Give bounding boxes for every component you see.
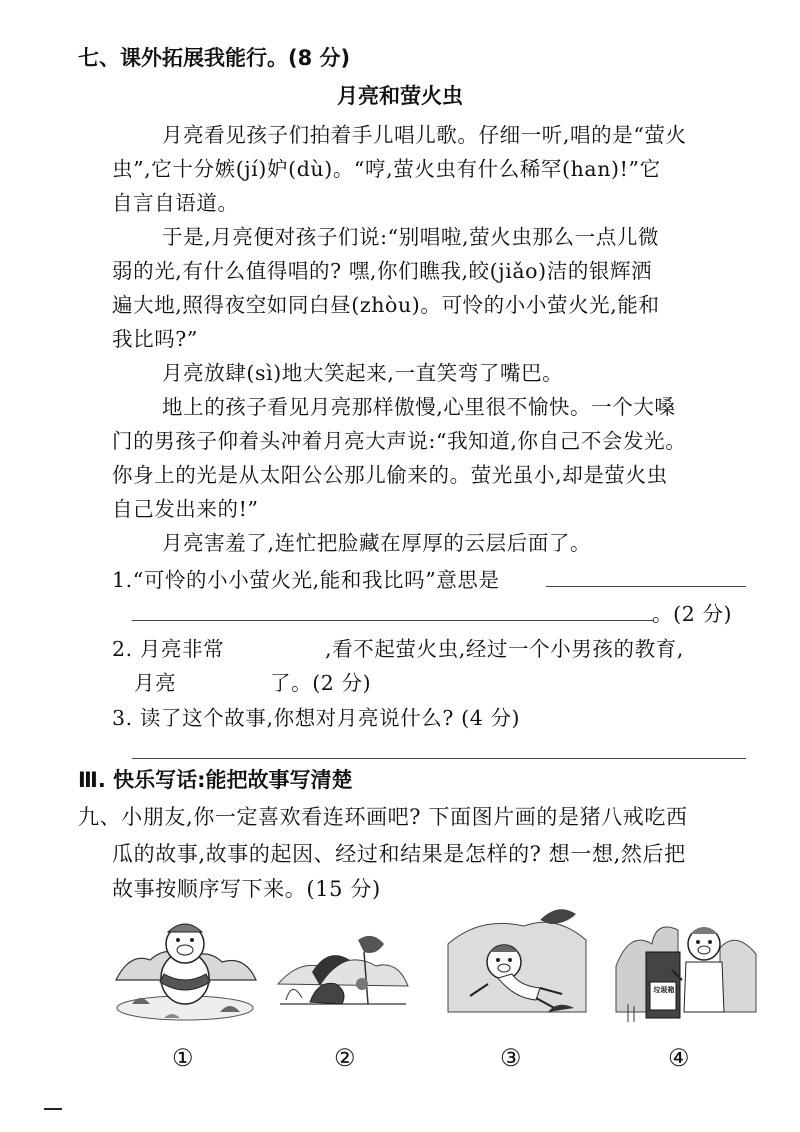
comic-panel-4 [612,900,760,1039]
story-line: 门的男孩子仰着头冲着月亮大声说:“我知道,你自己不会发光。 [112,429,687,453]
story-line: 于是,月亮便对孩子们说:“别唱啦,萤火虫那么一点儿微 [162,225,660,249]
question-2-middle: ,看不起萤火虫,经过一个小男孩的教育, [325,637,684,661]
story-line: 遍大地,照得夜空如同白昼(zhòu)。可怜的小小萤火光,能和 [112,293,660,317]
story-line: 弱的光,有什么值得唱的? 嘿,你们瞧我,皎(jiǎo)洁的银辉洒 [112,259,653,283]
trash-bin-label: 垃圾箱 [653,986,675,994]
panel-number-3: ③ [500,1044,522,1072]
watermelon-rind-illustration [272,900,412,1035]
story-line: 你身上的光是从太阳公公那儿偷来的。萤光虽小,却是萤火虫 [112,463,668,487]
story-line: 月亮害羞了,连忙把脸藏在厚厚的云层后面了。 [162,531,592,555]
story-title: 月亮和萤火虫 [337,84,463,108]
question-3-text: 3. 读了这个故事,你想对月亮说什么? (4 分) [112,706,521,730]
story-line: 地上的孩子看见月亮那样傲慢,心里很不愉快。一个大嗓 [162,395,676,419]
answer-blank-2b[interactable] [180,689,268,690]
answer-blank-1b[interactable] [132,620,654,621]
page-corner-mark [44,1108,62,1110]
writing-prompt-line: 故事按顺序写下来。(15 分) [112,877,381,901]
story-line: 自己发出来的!” [112,497,259,521]
answer-blank-2a[interactable] [232,655,324,656]
story-line: 自言自语道。 [112,191,239,215]
panel-number-2: ② [334,1044,356,1072]
question-1-points: 。(2 分) [652,602,733,626]
comic-panel-2 [272,900,412,1039]
answer-blank-1a[interactable] [546,586,746,587]
question-2-subject: 月亮 [134,671,177,695]
section7-heading: 七、课外拓展我能行。(8 分) [78,46,351,70]
pig-eating-watermelon-illustration [110,900,260,1035]
pig-at-trash-bin-illustration [612,900,760,1035]
story-line: 月亮放肆(sì)地大笑起来,一直笑弯了嘴巴。 [162,361,564,385]
question-2-start: 2. 月亮非常 [112,637,225,661]
question-1-text: 1.“可怜的小小萤火光,能和我比吗”意思是 [112,568,500,592]
panel-number-1: ① [172,1044,194,1072]
answer-blank-3[interactable] [132,758,746,759]
story-line: 虫”,它十分嫉(jí)妒(dù)。“哼,萤火虫有什么稀罕(han)!”它 [112,157,661,181]
writing-prompt-line: 瓜的故事,故事的起因、经过和结果是怎样的? 想一想,然后把 [112,842,686,866]
panel-number-4: ④ [668,1044,690,1072]
comic-panel-3 [440,900,590,1039]
writing-prompt-line: 九、小朋友,你一定喜欢看连环画吧? 下面图片画的是猪八戒吃西 [78,805,688,829]
question-2-end: 了。(2 分) [270,671,372,695]
story-line: 我比吗?” [112,327,198,351]
writing-section-heading: Ⅲ. 快乐写话:能把故事写清楚 [78,768,353,792]
pig-slipping-illustration [440,900,590,1035]
comic-panel-1 [110,900,260,1039]
story-line: 月亮看见孩子们拍着手儿唱儿歌。仔细一听,唱的是“萤火 [162,123,687,147]
